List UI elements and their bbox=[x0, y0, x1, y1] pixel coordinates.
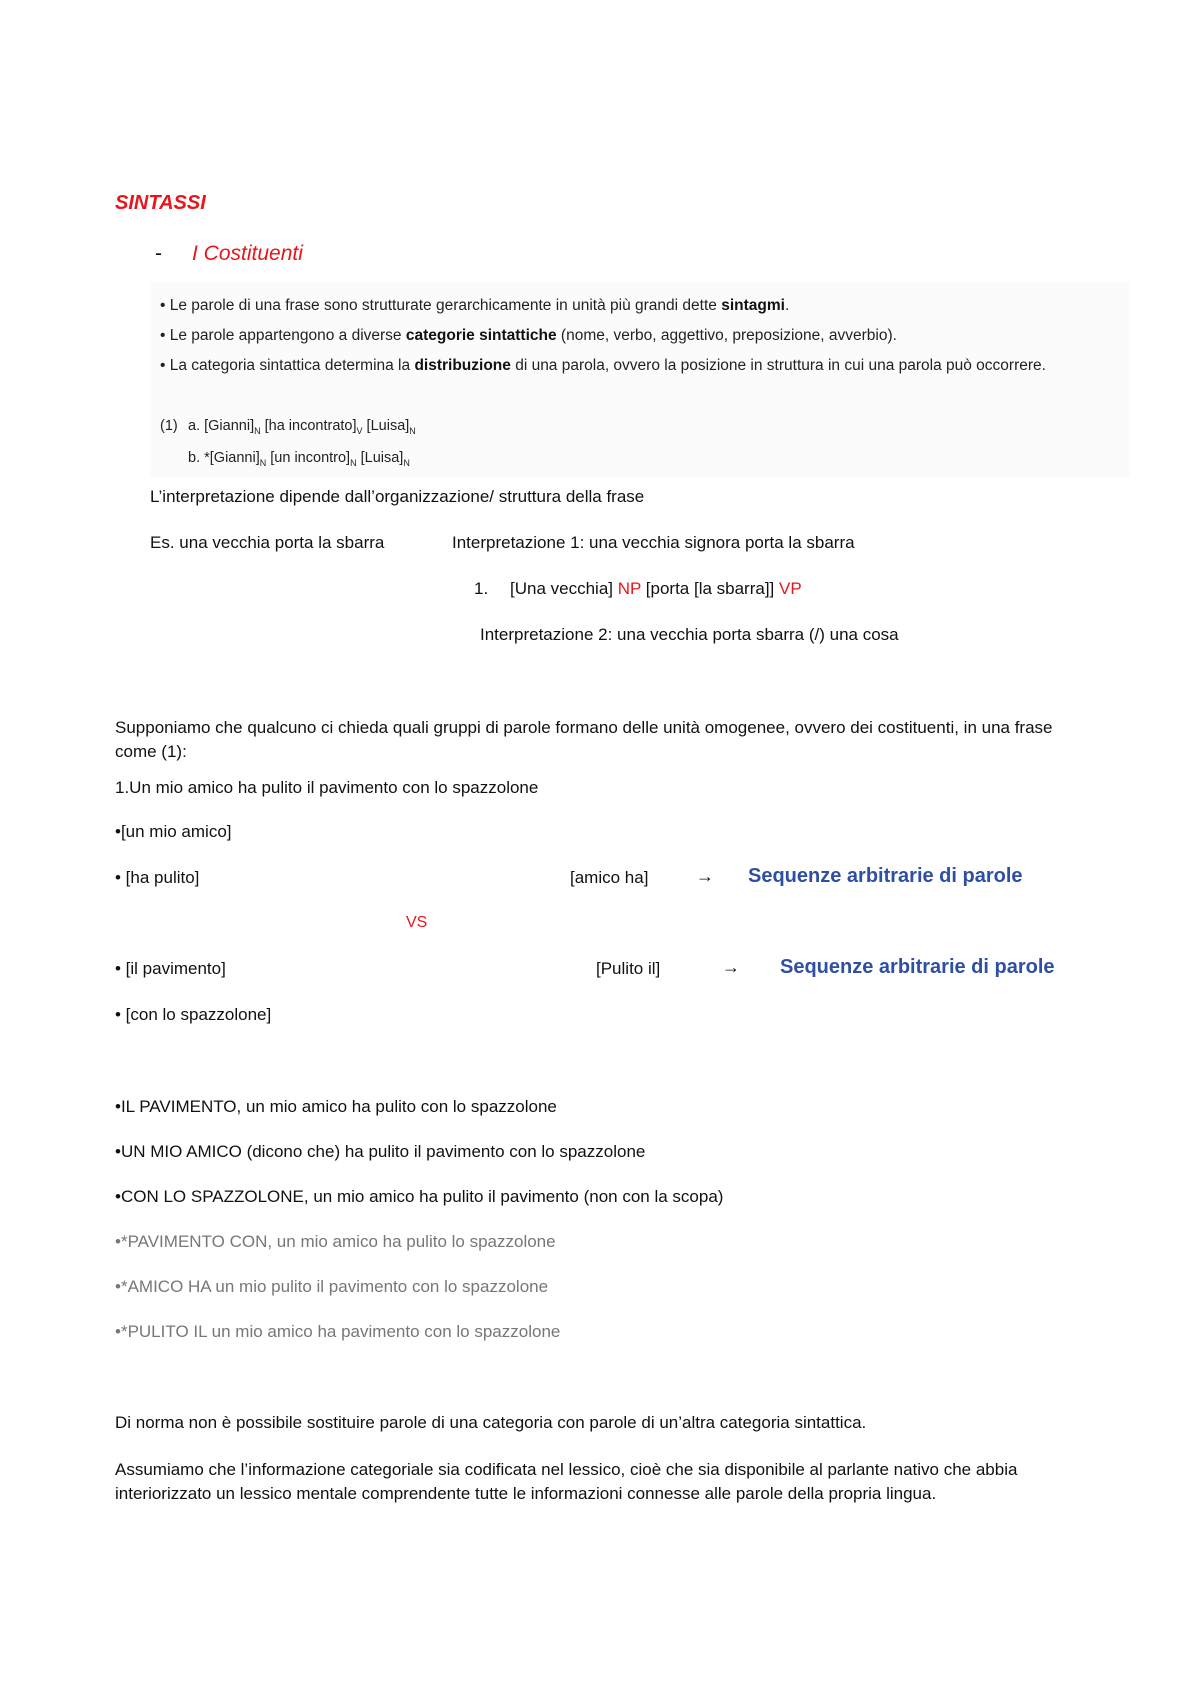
arbitrary-sequence-label-1: Sequenze arbitrarie di parole bbox=[748, 865, 1023, 887]
assumiamo-paragraph: Assumiamo che l’informazione categoriale sia codificata nel lessico, cioè che sia disponibile al parlante nativo che abbia interiorizzato un lessico mentale comprendente tutte le informazioni connesse alle parole della propria lingua. bbox=[115, 1460, 1018, 1503]
constituent-3: • [il pavimento] bbox=[115, 959, 226, 978]
slide-example-b: b. $*[Gianni]_N$ [un $incontro]_N$ $[Luisa]_N$ bbox=[188, 450, 410, 468]
non-constituent-1: [amico ha] bbox=[570, 868, 649, 887]
example-1: 1.Un mio amico ha pulito il pavimento con lo spazzolone bbox=[115, 778, 539, 797]
arrow-icon: → bbox=[722, 957, 740, 977]
constituent-1: •[un mio amico] bbox=[115, 822, 232, 841]
interpretation-paragraph: L’interpretazione dipende dall’organizzazione/ struttura della frase bbox=[150, 487, 645, 506]
page-title: SINTASSI bbox=[115, 192, 206, 214]
subtitle-dash: - bbox=[155, 242, 162, 265]
slide-example-a: a. $[Gianni]_N$ [ha $incontrato]_V$ $[Luisa]_N$ bbox=[188, 418, 416, 436]
slide-bullet-2: • Le parole appartengono a diverse categorie sintattiche (nome, verbo, aggettivo, preposizione, avverbio). bbox=[160, 327, 897, 344]
interpretation-1: Interpretazione 1: una vecchia signora porta la sbarra bbox=[452, 533, 855, 552]
supponiamo-paragraph: Supponiamo che qualcuno ci chieda quali gruppi di parole formano delle unità omogenee, ovvero dei costituenti, in una frase come (1): bbox=[115, 718, 1053, 761]
subtitle-text: I Costituenti bbox=[192, 242, 303, 265]
arrow-icon: → bbox=[696, 866, 714, 886]
movement-example-4: •*PAVIMENTO CON, un mio amico ha pulito lo spazzolone bbox=[115, 1232, 556, 1251]
vs-label: VS bbox=[406, 914, 428, 931]
bracket-structure: [Una vecchia] NP [porta [la sbarra]] VP bbox=[510, 579, 802, 598]
slide-bullet-3: • La categoria sintattica determina la distribuzione di una parola, ovvero la posizione in struttura in cui una parola può occorrere. bbox=[160, 357, 1046, 374]
interpretation-2: Interpretazione 2: una vecchia porta sbarra (/) una cosa bbox=[480, 625, 899, 644]
movement-example-6: •*PULITO IL un mio amico ha pavimento con lo spazzolone bbox=[115, 1322, 561, 1341]
movement-example-3: •CON LO SPAZZOLONE, un mio amico ha pulito il pavimento (non con la scopa) bbox=[115, 1187, 724, 1206]
example-sentence: Es. una vecchia porta la sbarra bbox=[150, 533, 385, 552]
constituent-2: • [ha pulito] bbox=[115, 868, 200, 887]
movement-example-1: •IL PAVIMENTO, un mio amico ha pulito con lo spazzolone bbox=[115, 1097, 557, 1116]
movement-example-2: •UN MIO AMICO (dicono che) ha pulito il pavimento con lo spazzolone bbox=[115, 1142, 646, 1161]
arbitrary-sequence-label-2: Sequenze arbitrarie di parole bbox=[780, 956, 1055, 978]
slide-bullet-1: • Le parole di una frase sono strutturate gerarchicamente in unità più grandi dette sintagmi. bbox=[160, 297, 790, 314]
slide-example-num: (1) bbox=[160, 418, 178, 434]
norma-paragraph: Di norma non è possibile sostituire parole di una categoria con parole di un’altra categoria sintattica. bbox=[115, 1413, 867, 1432]
non-constituent-2: [Pulito il] bbox=[596, 959, 661, 978]
bracket-number: 1. bbox=[474, 579, 489, 598]
section-subtitle bbox=[155, 242, 303, 266]
constituent-4: • [con lo spazzolone] bbox=[115, 1005, 272, 1024]
movement-example-5: •*AMICO HA un mio pulito il pavimento con lo spazzolone bbox=[115, 1277, 549, 1296]
